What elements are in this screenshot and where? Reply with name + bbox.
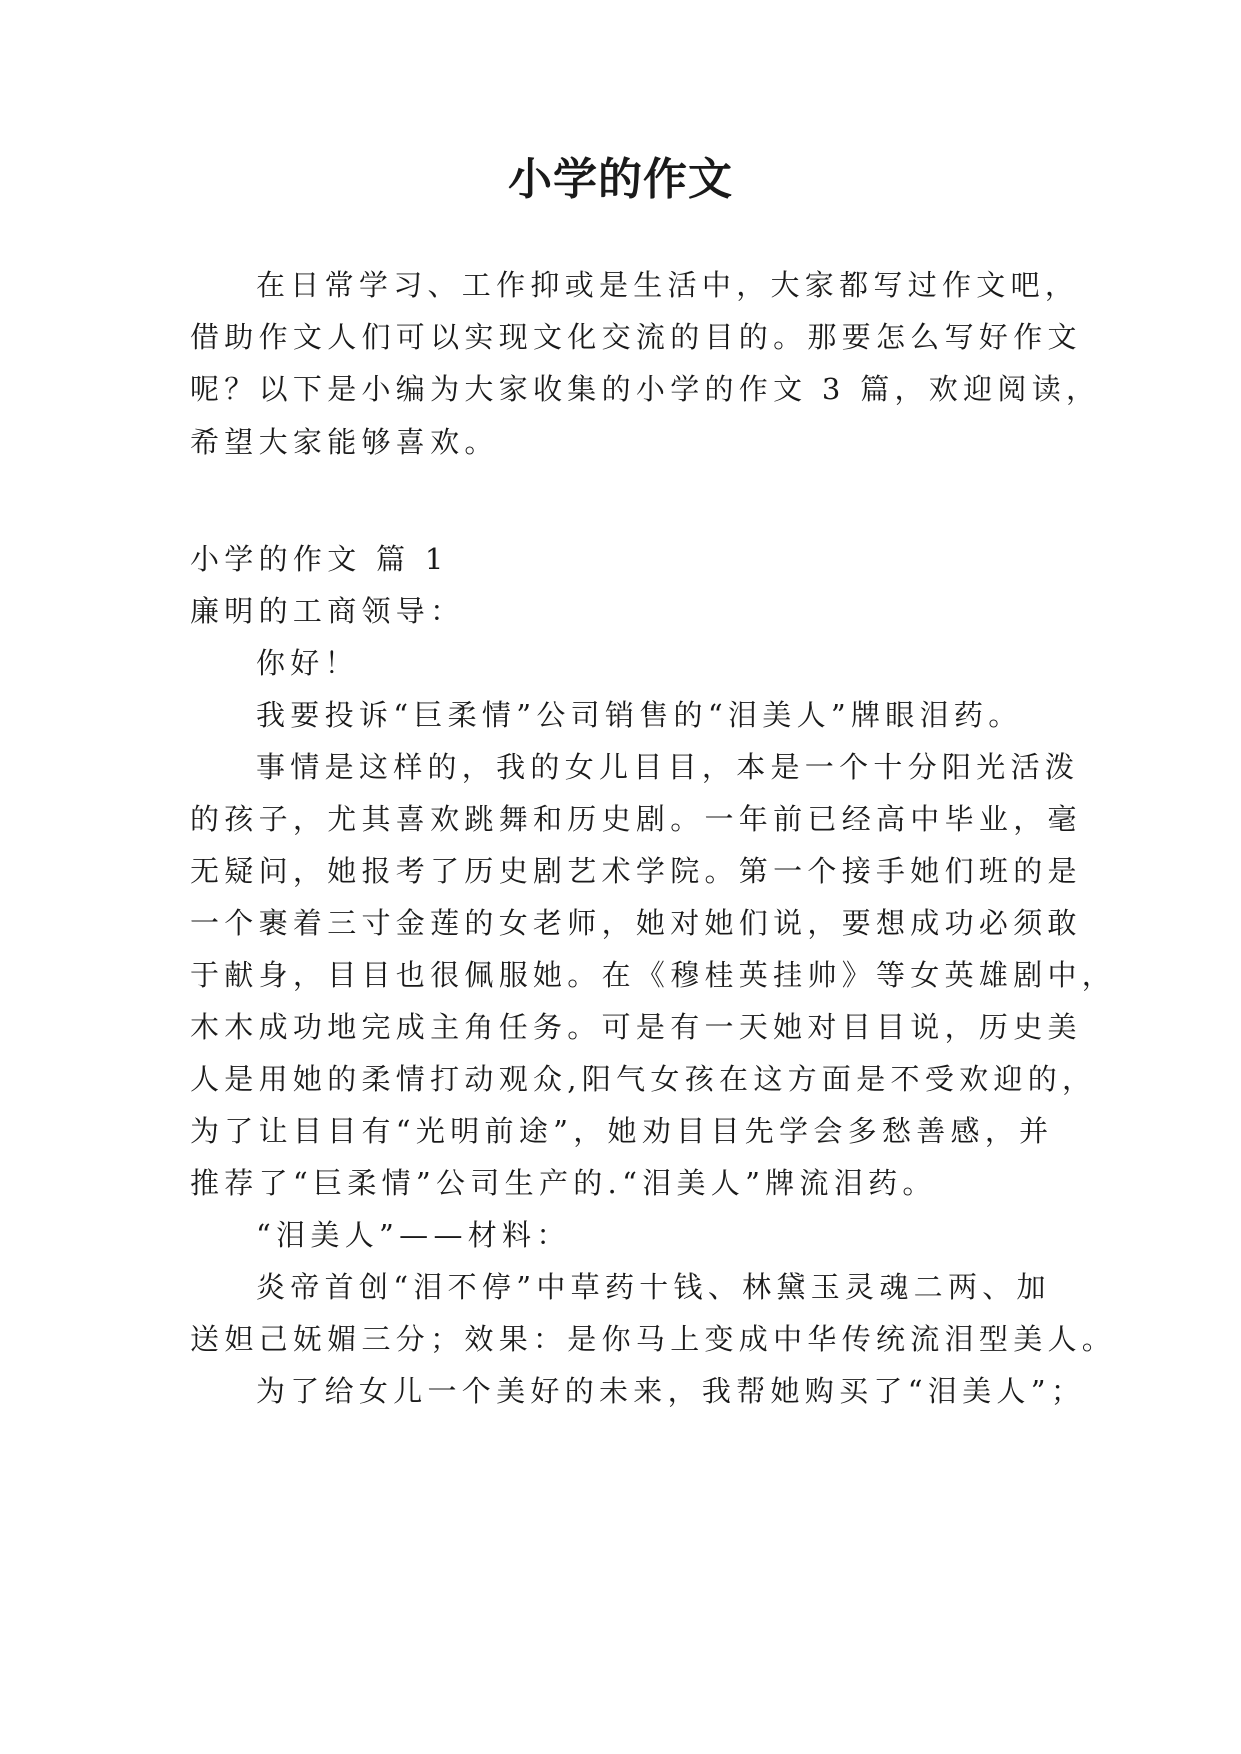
body-line: 人是用她的柔情打动观众,阳气女孩在这方面是不受欢迎的，: [190, 1062, 1097, 1096]
intro-line: 在日常学习、工作抑或是生活中，大家都写过作文吧，: [256, 268, 1080, 302]
body-line: 送妲己妩媚三分；效果：是你马上变成中华传统流泪型美人。: [190, 1322, 1117, 1356]
body-line: 事情是这样的，我的女儿目目，本是一个十分阳光活泼: [256, 750, 1080, 784]
salutation: 廉明的工商领导：: [190, 594, 465, 628]
intro-line: 借助作文人们可以实现文化交流的目的。那要怎么写好作文: [190, 320, 1082, 354]
body-line: 无疑问，她报考了历史剧艺术学院。第一个接手她们班的是: [190, 854, 1082, 888]
document-title: 小学的作文: [508, 154, 733, 205]
body-line: “泪美人”——材料：: [256, 1218, 571, 1252]
body-line: 为了让目目有“光明前途”，她劝目目先学会多愁善感，并: [190, 1114, 1054, 1148]
greeting: 你好！: [256, 646, 359, 680]
body-line: 一个裹着三寸金莲的女老师，她对她们说，要想成功必须敢: [190, 906, 1082, 940]
body-line: 为了给女儿一个美好的未来，我帮她购买了“泪美人”；: [256, 1374, 1086, 1408]
section-heading: 小学的作文 篇 1: [190, 542, 449, 576]
body-line: 炎帝首创“泪不停”中草药十钱、林黛玉灵魂二两、加: [256, 1270, 1051, 1304]
body-line: 的孩子，尤其喜欢跳舞和历史剧。一年前已经高中毕业，毫: [190, 802, 1082, 836]
body-line: 我要投诉“巨柔情”公司销售的“泪美人”牌眼泪药。: [256, 698, 1023, 732]
body-line: 木木成功地完成主角任务。可是有一天她对目目说，历史美: [190, 1010, 1082, 1044]
body-line: 于献身，目目也很佩服她。在《穆桂英挂帅》等女英雄剧中，: [190, 958, 1117, 992]
intro-line: 希望大家能够喜欢。: [190, 425, 499, 459]
body-line: 推荐了“巨柔情”公司生产的.“泪美人”牌流泪药。: [190, 1166, 937, 1200]
intro-line: 呢？以下是小编为大家收集的小学的作文 3 篇，欢迎阅读，: [190, 372, 1101, 406]
